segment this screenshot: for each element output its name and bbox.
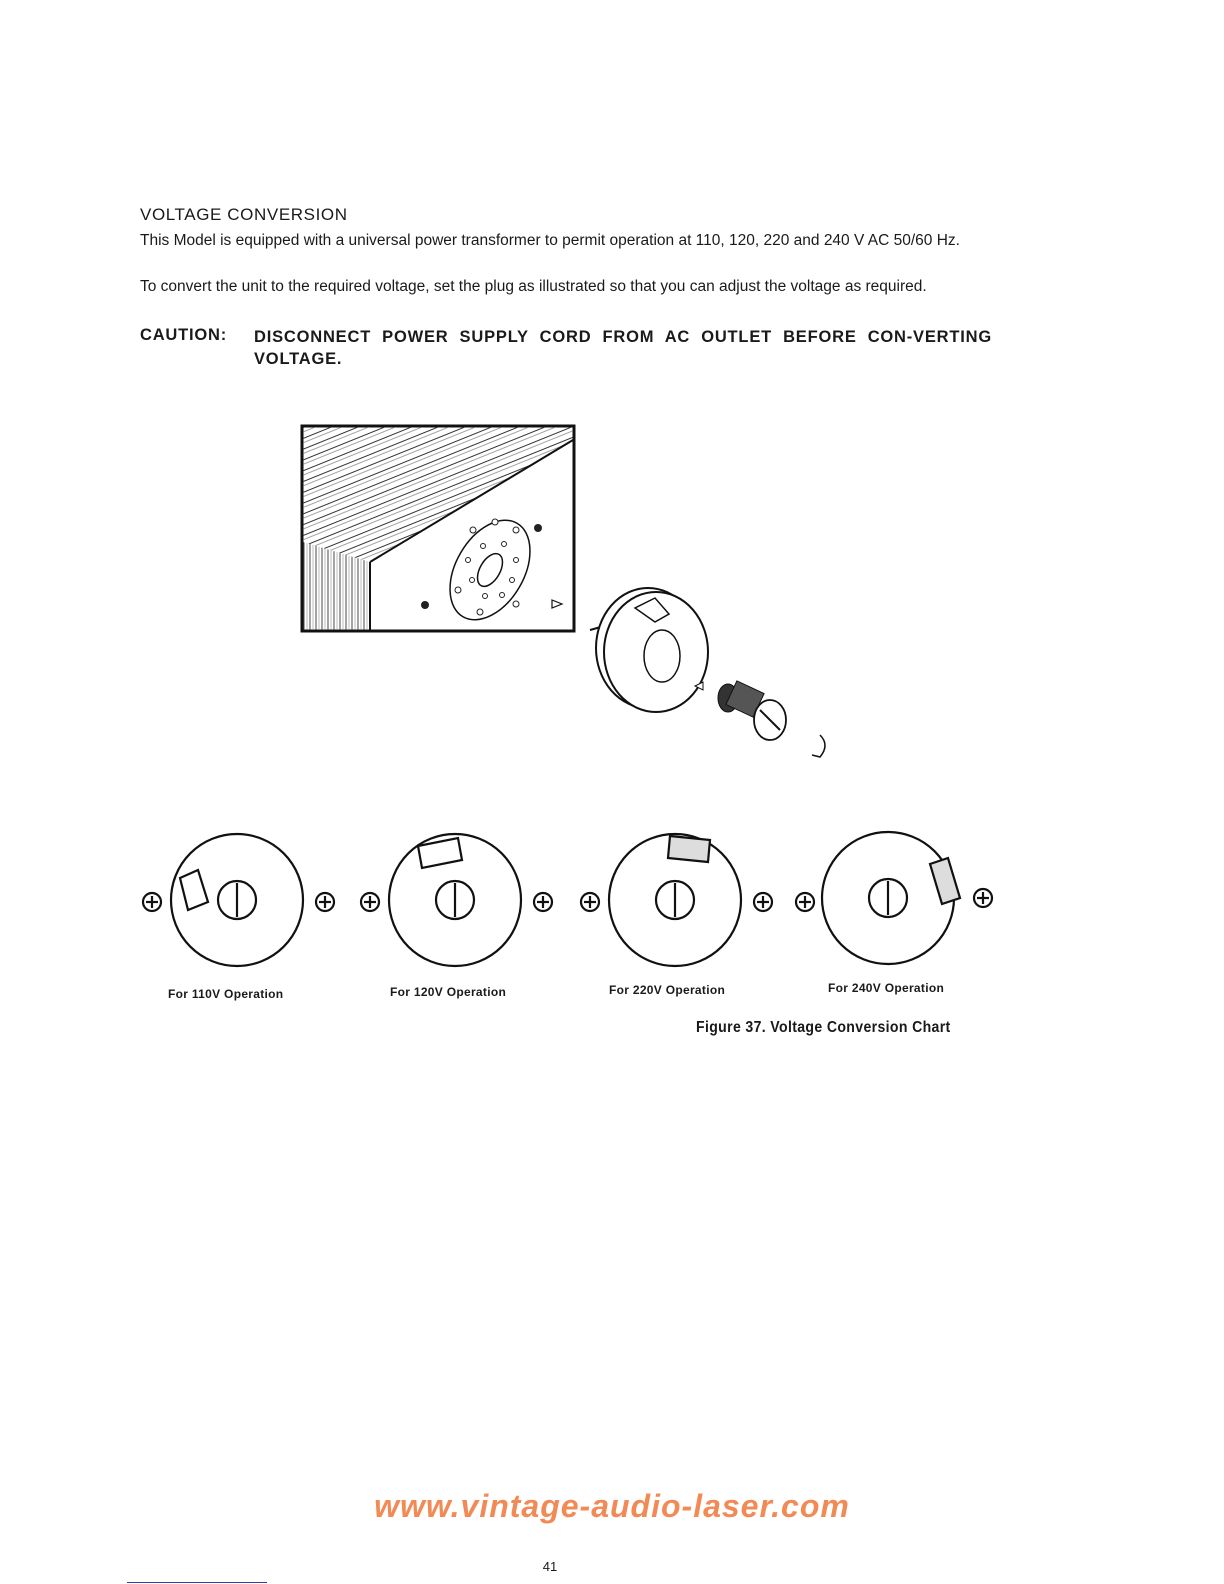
label-240v: For 240V Operation — [828, 981, 945, 995]
label-220v: For 220V Operation — [609, 983, 726, 997]
voltage-diagrams — [130, 820, 1010, 980]
diagram-120v — [361, 834, 552, 966]
page-number: 41 — [542, 1559, 558, 1574]
diagram-240v — [796, 832, 992, 964]
selector-key — [718, 681, 786, 740]
caution-label: CAUTION: — [140, 326, 228, 344]
voltage-selector-illustration — [290, 420, 850, 780]
label-120v: For 120V Operation — [390, 985, 507, 999]
label-110v: For 110V Operation — [168, 987, 284, 1001]
section-heading: VOLTAGE CONVERSION — [140, 205, 348, 224]
cabinet-corner — [302, 426, 574, 631]
rotate-arrow-icon — [812, 735, 825, 757]
diagram-220v — [581, 834, 772, 966]
footer-rule — [127, 1582, 267, 1583]
caution-text: DISCONNECT POWER SUPPLY CORD FROM AC OUTLET BEFORE CON-VERTING VOLTAGE. — [254, 328, 992, 368]
diagram-110v — [143, 834, 334, 966]
figure-caption: Figure 37. Voltage Conversion Chart — [696, 1019, 951, 1036]
selector-plug — [596, 588, 708, 712]
watermark: www.vintage-audio-laser.com — [374, 1488, 850, 1524]
intro-paragraph: This Model is equipped with a universal power transformer to permit operation at 110, 120, 220 and 240 V AC 50/60 Hz. — [140, 232, 960, 249]
instruction-paragraph: To convert the unit to the required voltage, set the plug as illustrated so that you can adjust the voltage as required. — [140, 278, 927, 295]
